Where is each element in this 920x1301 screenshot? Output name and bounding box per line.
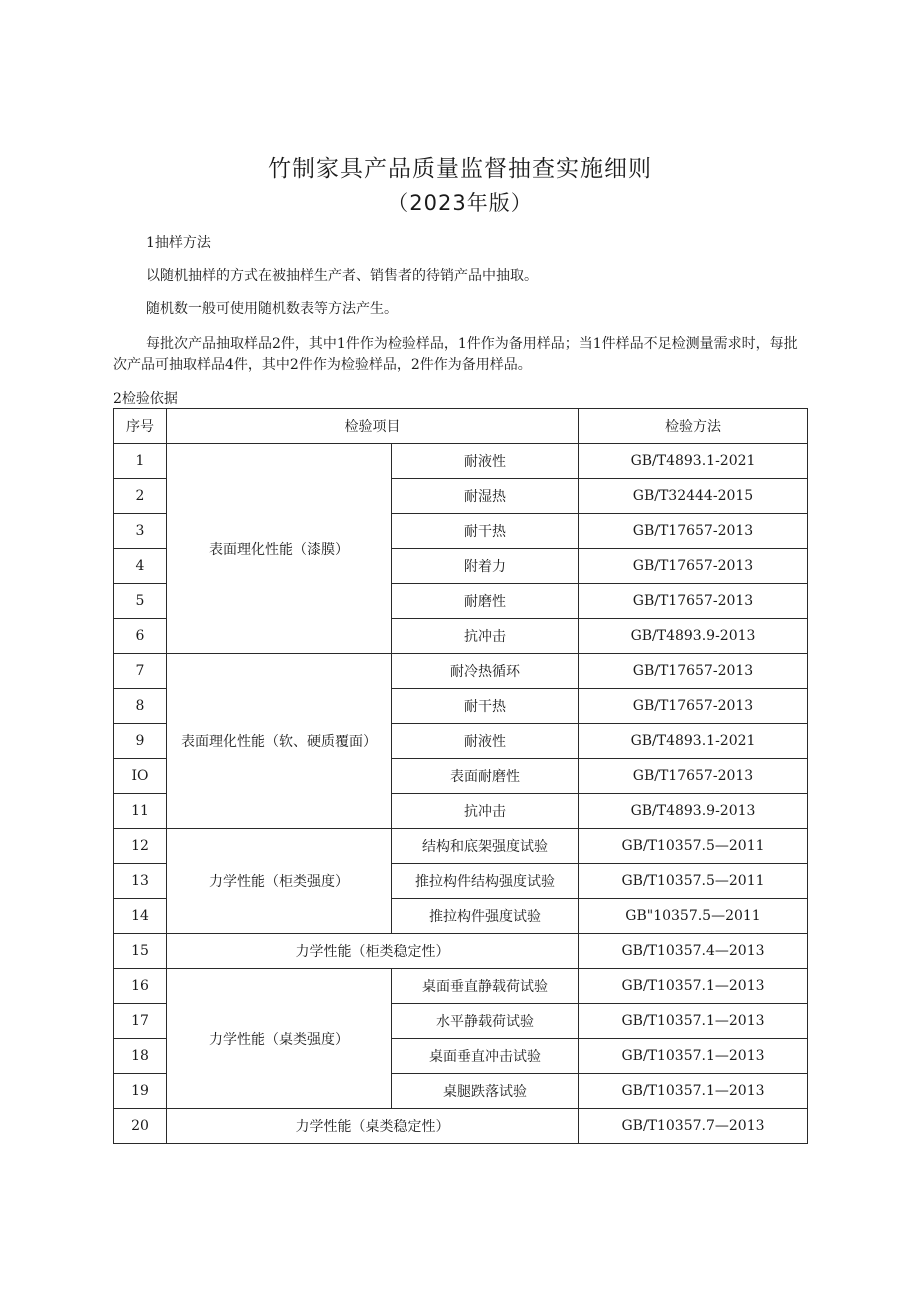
row-item: 表面耐磨性: [392, 759, 579, 794]
sampling-paragraph-3: 每批次产品抽取样品2件，其中1件作为检验样品，1件作为备用样品；当1件样品不足检测量需求时，每批次产品可抽取样品4件，其中2件作为检验样品，2件作为备用样品。: [113, 336, 798, 373]
row-no: 11: [114, 794, 167, 829]
row-no: 16: [114, 969, 167, 1004]
row-method: GB/T10357.1—2013: [579, 1039, 808, 1074]
row-item: 耐冷热循环: [392, 654, 579, 689]
row-item: 耐液性: [392, 444, 579, 479]
row-no: 2: [114, 479, 167, 514]
row-method: GB/T10357.4—2013: [579, 934, 808, 969]
row-item: 抗冲击: [392, 794, 579, 829]
sampling-paragraph-2: 随机数一般可使用随机数表等方法产生。: [146, 301, 398, 317]
row-method: GB/T17657-2013: [579, 584, 808, 619]
sampling-paragraph-1: 以随机抽样的方式在被抽样生产者、销售者的待销产品中抽取。: [146, 268, 538, 284]
row-no: 20: [114, 1109, 167, 1144]
row-no: 18: [114, 1039, 167, 1074]
row-no: 17: [114, 1004, 167, 1039]
document-title: 竹制家具产品质量监督抽查实施细则: [268, 156, 652, 182]
table-row: [114, 1109, 808, 1144]
row-method: GB/T10357.5—2011: [579, 864, 808, 899]
row-item: 桌面垂直冲击试验: [392, 1039, 579, 1074]
row-method: GB/T4893.9-2013: [579, 619, 808, 654]
row-no: 4: [114, 549, 167, 584]
row-method: GB/T10357.7—2013: [579, 1109, 808, 1144]
row-method: GB/T17657-2013: [579, 689, 808, 724]
row-method: GB/T32444-2015: [579, 479, 808, 514]
row-item: 推拉构件结构强度试验: [392, 864, 579, 899]
row-item: 水平静载荷试验: [392, 1004, 579, 1039]
row-method: GB/T10357.1—2013: [579, 1074, 808, 1109]
section-2-heading: 2检验依据: [113, 391, 178, 407]
row-item: 耐干热: [392, 689, 579, 724]
table-row: [114, 654, 808, 689]
row-method: GB/T4893.1-2021: [579, 444, 808, 479]
row-method: GB/T17657-2013: [579, 759, 808, 794]
row-item: 结构和底架强度试验: [392, 829, 579, 864]
row-no: 12: [114, 829, 167, 864]
row-item: 桌腿跌落试验: [392, 1074, 579, 1109]
table-row: [114, 934, 808, 969]
row-method: GB/T17657-2013: [579, 549, 808, 584]
row-item: 桌面垂直静载荷试验: [392, 969, 579, 1004]
row-category: 力学性能（柜类强度）: [167, 829, 392, 934]
row-method: GB/T10357.1—2013: [579, 1004, 808, 1039]
row-no: 7: [114, 654, 167, 689]
row-method: GB/T10357.5—2011: [579, 829, 808, 864]
row-method: GB"10357.5—2011: [579, 899, 808, 934]
row-category: 力学性能（桌类强度）: [167, 969, 392, 1109]
table-row: [114, 829, 808, 864]
row-method: GB/T17657-2013: [579, 654, 808, 689]
row-item: 耐液性: [392, 724, 579, 759]
row-no: 9: [114, 724, 167, 759]
row-no: 14: [114, 899, 167, 934]
table-header-row: [114, 409, 808, 444]
row-no: 3: [114, 514, 167, 549]
row-no: 15: [114, 934, 167, 969]
row-item: 耐湿热: [392, 479, 579, 514]
row-no: 1: [114, 444, 167, 479]
table-row: [114, 969, 808, 1004]
row-method: GB/T4893.9-2013: [579, 794, 808, 829]
column-header-no: 序号: [114, 409, 167, 444]
inspection-basis-table: [113, 408, 808, 1144]
row-method: GB/T17657-2013: [579, 514, 808, 549]
row-method: GB/T4893.1-2021: [579, 724, 808, 759]
row-no: 8: [114, 689, 167, 724]
column-header-item: 检验项目: [167, 409, 579, 444]
table-row: [114, 444, 808, 479]
row-no: 13: [114, 864, 167, 899]
column-header-method: 检验方法: [579, 409, 808, 444]
section-1-heading: 1抽样方法: [146, 235, 211, 251]
row-category: 表面理化性能（漆膜）: [167, 444, 392, 654]
row-method: GB/T10357.1—2013: [579, 969, 808, 1004]
row-item: 推拉构件强度试验: [392, 899, 579, 934]
document-edition: （2023年版）: [387, 191, 533, 215]
row-no: 5: [114, 584, 167, 619]
row-item: 耐干热: [392, 514, 579, 549]
row-no: 19: [114, 1074, 167, 1109]
row-no: IO: [114, 759, 167, 794]
row-full-item: 力学性能（柜类稳定性）: [167, 934, 579, 969]
row-full-item: 力学性能（桌类稳定性）: [167, 1109, 579, 1144]
row-item: 附着力: [392, 549, 579, 584]
row-no: 6: [114, 619, 167, 654]
row-item: 耐磨性: [392, 584, 579, 619]
row-category: 表面理化性能（软、硬质覆面）: [167, 654, 392, 829]
row-item: 抗冲击: [392, 619, 579, 654]
